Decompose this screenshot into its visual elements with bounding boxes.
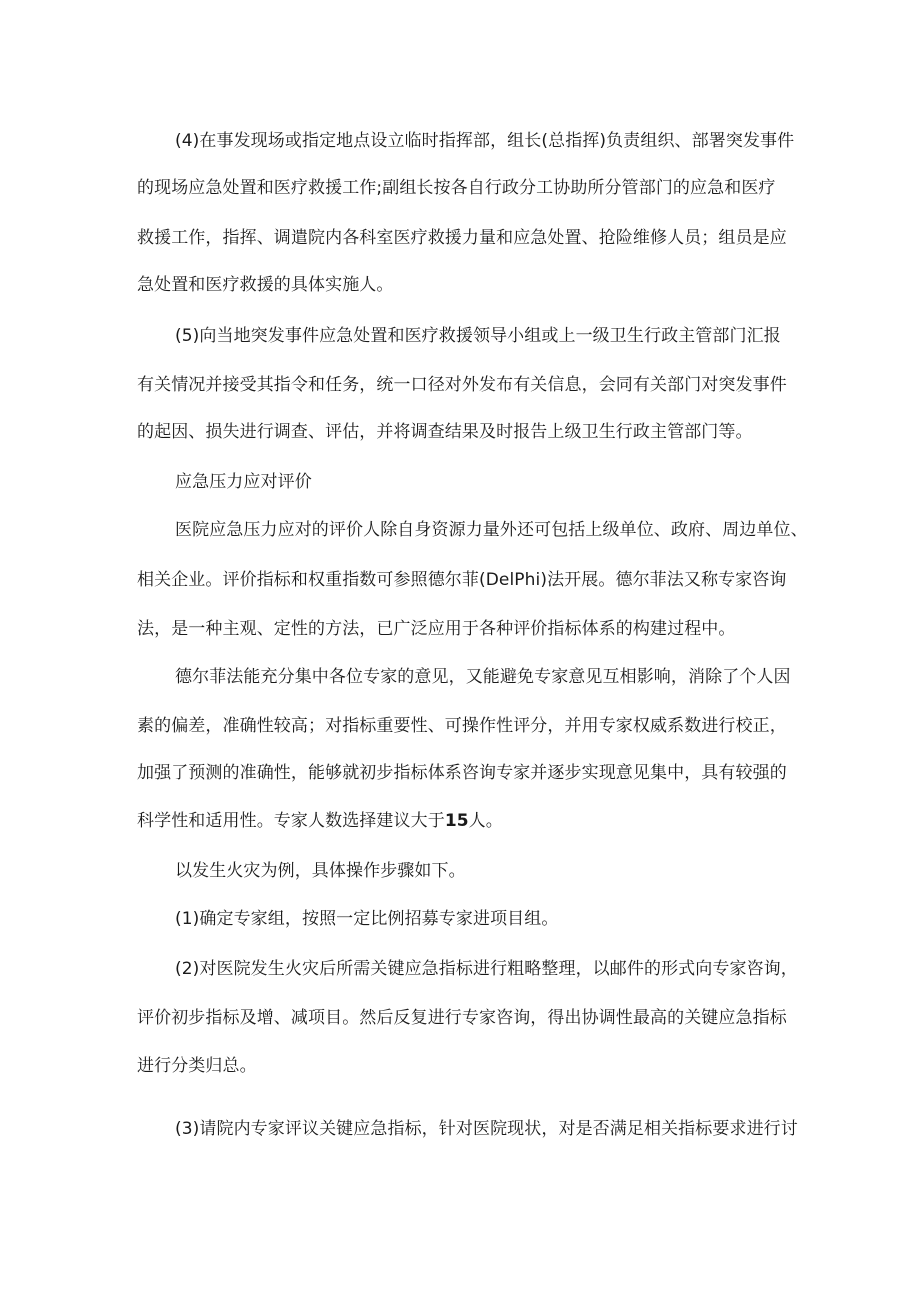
text-line: 急处置和医疗救援的具体实施人。	[137, 275, 394, 295]
text-fragment: 人。	[468, 811, 503, 831]
paragraph-fire-intro: 以发生火灾为例，具体操作步骤如下。	[175, 861, 466, 881]
text-line: 医院应急压力应对的评价人除自身资源力量外还可包括上级单位、政府、周边单位、	[175, 520, 808, 540]
text-line: 的现场应急处置和医疗救援工作;副组长按各自行政分工协助所分管部门的应急和医疗	[137, 178, 776, 198]
text-line: (5)向当地突发事件应急处置和医疗救援领导小组或上一级卫生行政主管部门汇报	[175, 326, 781, 346]
text-line: (4)在事发现场或指定地点设立临时指挥部，组长(总指挥)负责组织、部署突发事件	[175, 131, 795, 151]
text-line	[137, 806, 503, 836]
expert-count-number: 15	[444, 811, 469, 831]
step-3: (3)请院内专家评议关键应急指标，针对医院现状，对是否满足相关指标要求进行讨	[175, 1119, 798, 1139]
text-line: 评价初步指标及增、减项目。然后反复进行专家咨询，得出协调性最高的关键应急指标	[137, 1008, 787, 1028]
step-1: (1)确定专家组，按照一定比例招募专家进项目组。	[175, 909, 559, 929]
text-line: 救援工作，指挥、调遣院内各科室医疗救援力量和应急处置、抢险维修人员；组员是应	[137, 228, 787, 248]
text-line: 德尔菲法能充分集中各位专家的意见，又能避免专家意见互相影响，消除了个人因	[175, 667, 791, 687]
text-line: (2)对医院发生火灾后所需关键应急指标进行粗略整理，以邮件的形式向专家咨询，	[175, 959, 798, 979]
section-heading: 应急压力应对评价	[175, 472, 312, 492]
text-line: 法，是一种主观、定性的方法，已广泛应用于各种评价指标体系的构建过程中。	[137, 619, 736, 639]
text-line: 有关情况并接受其指令和任务，统一口径对外发布有关信息，会同有关部门对突发事件	[137, 375, 787, 395]
text-line: 进行分类归总。	[137, 1056, 257, 1076]
text-fragment: 科学性和适用性。专家人数选择建议大于	[137, 811, 445, 831]
text-line: 的起因、损失进行调查、评估，并将调查结果及时报告上级卫生行政主管部门等。	[137, 422, 753, 442]
text-line: 相关企业。评价指标和权重指数可参照德尔菲(DelPhi)法开展。德尔菲法又称专家咨询	[137, 570, 787, 590]
text-line: 素的偏差，准确性较高；对指标重要性、可操作性评分，并用专家权威系数进行校正，	[137, 716, 787, 736]
text-line: 加强了预测的准确性，能够就初步指标体系咨询专家并逐步实现意见集中，具有较强的	[137, 763, 787, 783]
